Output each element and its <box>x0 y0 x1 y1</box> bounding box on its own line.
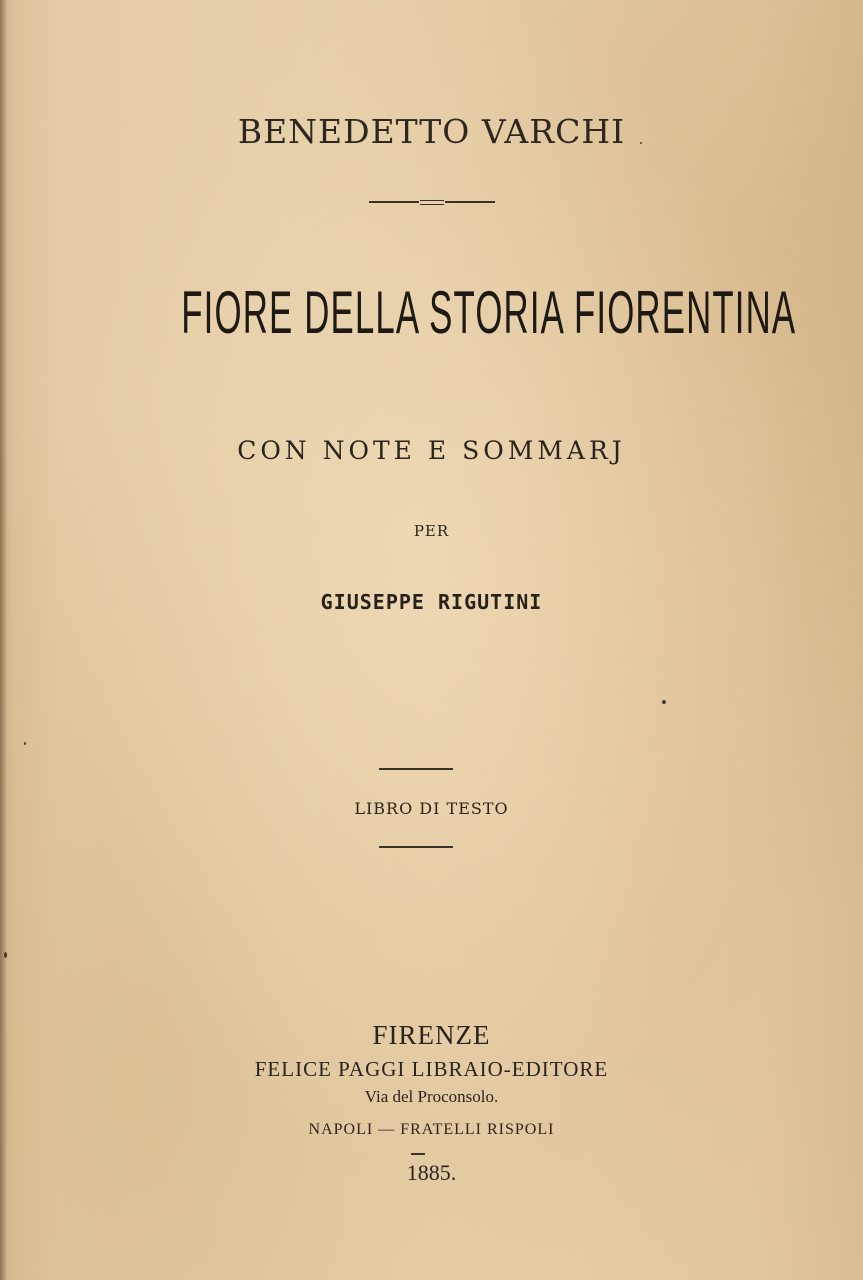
book-subtitle: CON NOTE E SOMMARJ <box>237 436 626 465</box>
divider-rule-upper <box>379 768 453 770</box>
by-word: PER <box>413 522 450 540</box>
editor-name: GIUSEPPE RIGUTINI <box>320 590 543 614</box>
imprint-publisher: FELICE PAGGI LIBRAIO-EDITORE <box>254 1057 609 1081</box>
imprint-distribution: NAPOLI — FRATELLI RISPOLI <box>308 1121 555 1138</box>
author-name: BENEDETTO VARCHI <box>237 112 626 151</box>
book-type-label: LIBRO DI TESTO <box>354 799 509 818</box>
imprint-year: 1885. <box>406 1160 457 1185</box>
year-dash <box>411 1153 425 1155</box>
imprint-address: Via del Proconsolo. <box>364 1087 499 1106</box>
foxing-speck <box>4 952 7 958</box>
ornamental-rule <box>0 196 863 208</box>
foxing-speck <box>24 742 26 745</box>
imprint-city: FIRENZE <box>372 1020 491 1050</box>
foxing-speck <box>640 142 642 144</box>
divider-rule-lower <box>379 846 453 848</box>
book-title: FIORE DELLA STORIA FIORENTINA <box>181 279 797 346</box>
foxing-speck <box>662 700 666 704</box>
